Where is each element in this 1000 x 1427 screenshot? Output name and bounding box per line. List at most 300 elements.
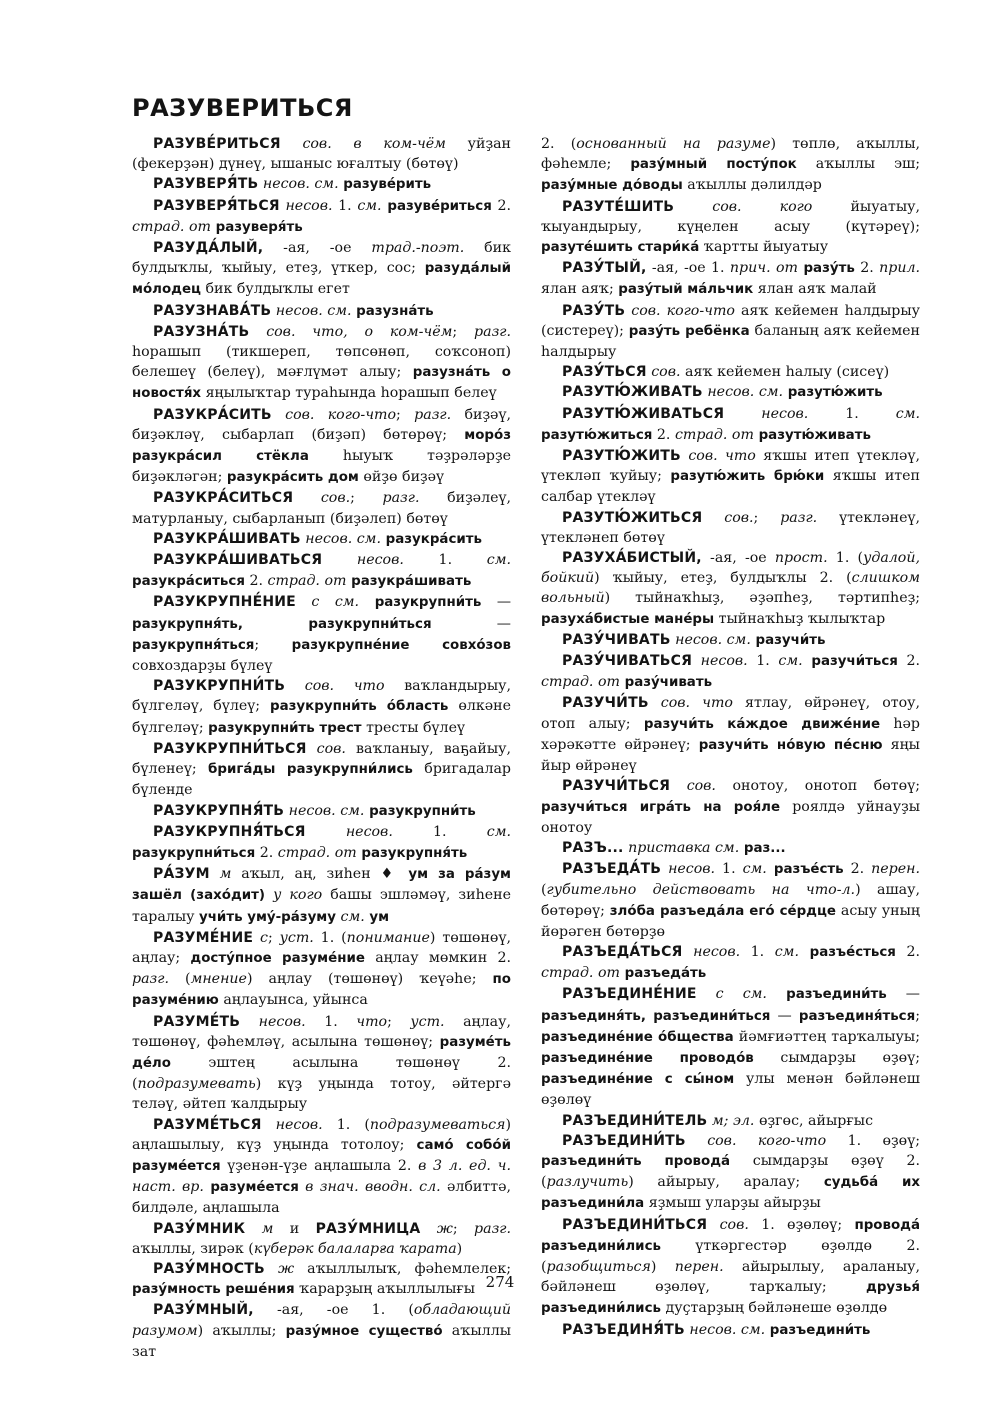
entry-phrase: разутю́жить <box>783 385 883 401</box>
dictionary-entry <box>132 592 511 676</box>
entry-headword: РАЗУТЮ́ЖИВАТЬСЯ <box>562 405 725 422</box>
dictionary-entry <box>541 859 920 942</box>
entry-text: уйҙан (фекерҙән) дүнеү, ышаныс юғалтыу (бөтөү) <box>132 136 511 173</box>
entry-phrase: моро́з разукра́сил стёкла <box>132 427 511 465</box>
entry-text: ) күҙ уңында тотоу, әйтергә теләү, әйтеп ҡалдырыу <box>132 1076 511 1113</box>
entry-headword: РАЗУ́МНИК <box>153 1220 246 1237</box>
entry-text: биҙәү, биҙәкләү, сыбарлап (биҙәп) бөтөрөү; <box>132 406 511 443</box>
entry-text: страд. от <box>277 844 357 861</box>
dictionary-entry <box>541 446 920 508</box>
entry-phrase: разуха́бистые мане́ры <box>541 611 715 627</box>
entry-headword: РАЗУДА́ЛЫЙ, <box>153 240 264 257</box>
entry-headword: РАЗУЗНА́ТЬ <box>153 323 250 340</box>
dictionary-entry <box>541 776 920 838</box>
entry-text: 1. <box>305 1013 357 1030</box>
entry-text: страд. от <box>132 218 211 235</box>
entry-phrase: разу́мный посту́пок <box>630 157 797 173</box>
entry-text: м <box>209 866 232 883</box>
entry-phrase: разукрупни́ться <box>132 845 256 861</box>
dictionary-entry <box>132 550 511 592</box>
entry-text: сов. <box>702 509 754 526</box>
entry-headword: РАЗУ́МНЫЙ, <box>153 1302 254 1319</box>
entry-phrase: ум <box>364 909 390 925</box>
entry-text: несов. <box>661 861 716 878</box>
entry-text: несов. <box>682 943 741 960</box>
dictionary-entry <box>132 529 511 550</box>
entry-phrase: разъединя́ть, разъедини́ться <box>541 1008 771 1024</box>
entry-text: айырылыу, араланыу, бәйләнеш өҙөлөү, тарҡалыу; <box>541 1258 920 1296</box>
entry-text: 1. <box>392 823 487 840</box>
entry-text: слишком вольный <box>541 570 920 607</box>
entry-phrase: разучи́ть но́вую пе́сню <box>698 737 883 753</box>
entry-text: 1. өҙөү; <box>826 1132 920 1149</box>
entry-phrase: разъедини́ть провода́ <box>541 1153 731 1169</box>
entry-text: разг. <box>414 406 452 423</box>
entry-text: ялан аяҡ; <box>541 281 619 298</box>
dictionary-entry <box>132 739 511 801</box>
entry-phrase: разъедине́ние с сы́ном <box>541 1072 735 1088</box>
entry-text: прил. <box>879 260 920 277</box>
entry-phrase: разъедини́ть <box>765 1322 871 1338</box>
entry-text: перен. <box>674 1258 724 1275</box>
entry-headword: РАЗУ́МНОСТЬ <box>153 1260 265 1277</box>
entry-text: бик булдыҡлы, ҡыйыу, етеҙ, үткер, сос; <box>132 240 511 277</box>
entry-phrase: разукрупня́ться <box>132 637 255 653</box>
entry-phrase: разучи́ть <box>750 632 826 648</box>
entry-text: ; <box>267 929 280 946</box>
entry-text: разг. <box>474 1220 511 1237</box>
dictionary-entry <box>541 984 920 1110</box>
entry-text: сов. кого-что <box>271 406 397 423</box>
entry-phrase: разу́ть ребёнка <box>628 323 750 339</box>
entry-headword: РАЗЪ... <box>562 839 624 856</box>
entry-text: разг. <box>382 490 420 507</box>
entry-text: ( <box>168 971 191 988</box>
entry-text: яҡшы итеп үтекләү, үтекләп ҡуйыу; <box>541 448 920 485</box>
entry-text: 1. ( <box>827 550 864 567</box>
entry-text: см. <box>742 861 767 878</box>
dictionary-entry <box>541 548 920 630</box>
entry-text: в 3 л. ед. ч. наст. вр. <box>132 1157 511 1196</box>
entry-text: ) төшөнөү, аңлау; <box>132 929 511 966</box>
dictionary-entry <box>541 693 920 776</box>
entry-headword: РАЗУ́ЧИВАТЬСЯ <box>562 653 693 670</box>
entry-text: ) <box>650 1258 675 1275</box>
entry-headword: РА́ЗУМ <box>153 866 210 883</box>
dictionary-entry <box>132 822 511 864</box>
entry-text: ялан аяҡ малай <box>753 281 877 298</box>
entry-text: ваҡландырыу, бүлгеләү, бүлеү; <box>132 678 511 715</box>
entry-phrase: зло́ба разъеда́ла его́ се́рдце <box>609 903 836 919</box>
entry-text: 1. <box>808 405 896 422</box>
entry-text: яңы йыр өйрәнеү <box>541 736 920 775</box>
entry-text: ) төплө, аҡыллы, фәһемле; <box>541 136 920 173</box>
entry-phrase: друзья́ разъедини́лись <box>541 1280 920 1317</box>
entry-text: в знач. вводн. сл. <box>298 1179 441 1196</box>
entry-text: яҙмыш уларҙы айырҙы <box>644 1195 821 1212</box>
entry-text: ) ҡыйыу, етеҙ, булдыҡлы 2. ( <box>594 570 852 587</box>
dictionary-entry <box>541 134 920 197</box>
entry-headword: РАЗУВЕРЯ́ТЬСЯ <box>153 197 280 214</box>
entry-text: -ая, -ое 1. ( <box>253 1302 414 1319</box>
entry-headword: РАЗУМЕ́ТЬ <box>153 1013 241 1030</box>
entry-text: аңлау, төшөнөү, фәһемләү, асылына төшөнөү; <box>132 1013 511 1050</box>
entry-text: что <box>356 1013 388 1030</box>
entry-headword: РАЗУВЕ́РИТЬСЯ <box>153 136 281 152</box>
entry-text: сымдарҙы өҙөү 2. ( <box>541 1152 920 1191</box>
entry-text: несов. см. <box>684 1321 766 1338</box>
entry-phrase: разукрупни́ть о́бласть <box>270 699 449 715</box>
entry-text: разобщиться <box>546 1258 651 1275</box>
entry-text: обладающий разумом <box>132 1302 511 1339</box>
entry-headword: РАЗУКРУПНИ́ТЬ <box>153 678 286 695</box>
entry-text: дуҫтарҙың бәйләнеше өҙөлдө <box>660 1300 888 1317</box>
entry-text: яҡшы итеп салбар үтекләү <box>541 468 921 506</box>
entry-text: основанный на разуме <box>576 136 771 152</box>
entry-text: сымдарҙы өҙөү; <box>753 1049 920 1066</box>
entry-phrase: разъе́сться <box>798 944 896 960</box>
entry-text: ; <box>387 1013 411 1030</box>
entry-text: — <box>886 986 920 1003</box>
entry-phrase: разуме́ть де́ло <box>132 1034 511 1071</box>
entry-text: аҡыллылыҡ, фәһемлелек; <box>294 1260 511 1277</box>
entry-text: 2. <box>491 197 511 214</box>
entry-text: несов. <box>240 1013 306 1030</box>
entry-text: сов. кого-что <box>625 302 735 319</box>
entry-phrase: само́ собо́й разуме́ется <box>132 1137 511 1174</box>
entry-headword: РАЗУКРУПНЯ́ТЬ <box>153 802 285 819</box>
entry-headword: РАЗУКРУПНЕ́НИЕ <box>153 594 296 611</box>
entry-headword: РАЗУКРУПНЯ́ТЬСЯ <box>153 823 306 840</box>
entry-text: мнение <box>190 971 247 988</box>
entry-text: ; <box>915 1007 920 1024</box>
left-column <box>132 134 511 1362</box>
entry-phrase: разукрупня́ть, разукрупни́ться <box>132 616 432 632</box>
entry-text: йәмғиәттең тарҡалыуы; <box>733 1028 920 1045</box>
entry-text: әлбиттә, билдәле, аңлашыла <box>132 1179 511 1217</box>
entry-text: тресты бүлеү <box>361 719 465 736</box>
dictionary-entry <box>541 630 920 651</box>
dictionary-entry <box>541 838 920 859</box>
entry-text: ) айырыу, аралау; <box>628 1174 824 1191</box>
entry-headword: РАЗЪЕДА́ТЬСЯ <box>562 943 683 960</box>
entry-text: ; <box>350 490 383 507</box>
entry-text: 2. <box>897 653 921 670</box>
entry-headword: РАЗУТЕ́ШИТЬ <box>562 198 675 215</box>
entry-text: м <box>245 1220 274 1237</box>
entry-text: һорашып (тикшереп, төпсөнөп, соҡсоноп) белешеү (белеү), мәғлүмәт алыу; <box>132 344 511 381</box>
entry-text: несов. см. <box>670 631 751 648</box>
dictionary-entry <box>132 134 511 174</box>
entry-phrase: разутю́жить брю́ки <box>670 469 825 485</box>
dictionary-entry <box>132 1012 511 1115</box>
entry-headword: РАЗУЧИ́ТЬСЯ <box>562 778 671 795</box>
entry-text: сов. что, о ком-чём <box>249 323 453 340</box>
dictionary-entry <box>132 1115 511 1219</box>
entry-phrase: разу́ть <box>797 261 855 277</box>
entry-headword: РАЗУКРА́ШИВАТЬ <box>153 530 301 547</box>
entry-text: ( <box>541 882 547 899</box>
entry-text: үҙенән-үҙе аңлашыла 2. <box>220 1157 419 1174</box>
entry-phrase: разукра́сить <box>380 531 483 547</box>
entry-headword: РАЗУЧИ́ТЬ <box>562 695 649 712</box>
entry-text: сов. что <box>648 695 733 712</box>
entry-text: биҙәлеү, матурланыу, сыбарланып (биҙәлеп) бөтөү <box>132 490 512 527</box>
entry-text: ҡарарҙың аҡыллылығы <box>294 1281 476 1298</box>
entry-text: 1. ( <box>313 929 347 946</box>
entry-phrase: разутю́живать <box>753 427 871 443</box>
entry-text: ятлау, өйрәнеү, отоу, отоп алыу; <box>541 695 920 732</box>
entry-text: сов. <box>707 1216 749 1233</box>
entry-text: сов. <box>293 490 351 507</box>
dictionary-entry <box>541 1131 920 1215</box>
entry-text: ж <box>420 1220 453 1237</box>
entry-text: бик булдыҡлы егет <box>200 281 350 298</box>
entry-text: губительно действовать на что-л. <box>546 882 856 899</box>
entry-text: 1. <box>403 552 487 569</box>
dictionary-entry <box>132 405 511 489</box>
entry-text: аҡыллы дәлилдәр <box>682 177 822 194</box>
entry-text: см. <box>778 653 803 670</box>
entry-text: 2. ( <box>541 136 577 152</box>
dictionary-entry <box>132 301 511 322</box>
dictionary-entry <box>541 362 920 382</box>
entry-text: аңлауынса, уйынса <box>218 992 368 1009</box>
entry-text: ваҡланыу, ваҕайыу, бүленеү; <box>132 740 511 778</box>
entry-text: сов. кого-что <box>685 1132 827 1149</box>
dictionary-entry <box>541 1215 920 1320</box>
entry-text: тыйнаҡһыҙ ҡылыҡтар <box>714 610 886 627</box>
entry-text: өҙгөс, айырғыс <box>754 1112 874 1129</box>
entry-text: ж <box>264 1260 295 1277</box>
entry-text: 1. <box>740 943 775 960</box>
entry-phrase: разуме́ется <box>203 1180 299 1196</box>
entry-text: страд. от <box>267 573 347 590</box>
dictionary-entry <box>132 801 511 822</box>
entry-text: аҡыллы эш; <box>796 156 920 173</box>
entry-phrase: разучи́ть ка́ждое движе́ние <box>643 716 881 732</box>
entry-text: несов. см. <box>284 802 365 819</box>
entry-phrase: брига́ды разукрупни́лись <box>208 762 413 778</box>
entry-phrase: разукра́сить дом <box>226 470 359 486</box>
dictionary-entry <box>132 864 511 928</box>
dictionary-entry <box>132 488 511 528</box>
entry-text: прич. от <box>729 260 798 277</box>
dictionary-entry <box>132 322 511 405</box>
entry-phrase: разъедини́ть <box>766 987 887 1003</box>
entry-text: 1. <box>747 653 779 670</box>
entry-text: — <box>770 1007 799 1024</box>
entry-text: 2. <box>255 844 278 861</box>
entry-text: — <box>481 594 512 611</box>
entry-text: ; <box>452 1220 475 1237</box>
entry-phrase: разузна́ть о новостя́х <box>132 365 511 402</box>
entry-phrase: разуве́риться <box>381 198 492 214</box>
entry-text: см. <box>357 197 382 214</box>
entry-text: аяҡ кейемен һалдырыу (систереү); <box>541 302 920 339</box>
entry-text: һәр хәрәкәтте өйрәнеү; <box>541 715 920 753</box>
entry-text: күберәк балаларға ҡарата <box>253 1240 457 1257</box>
entry-phrase: по разуме́нию <box>132 972 511 1009</box>
entry-text: 2. <box>843 861 872 878</box>
entry-headword: РАЗУВЕРЯ́ТЬ <box>153 176 259 193</box>
entry-text: ; <box>753 509 781 526</box>
entry-text: несов. см. <box>258 176 339 193</box>
dictionary-entry <box>132 1300 511 1362</box>
entry-phrase: ум за ра́зум зашёл (захо́дит) <box>132 867 511 904</box>
entry-headword: РАЗУ́МНИЦА <box>315 1220 421 1237</box>
entry-text: ) тыйнаҡһыҙ, әҙәпһеҙ, тәртипһеҙ; <box>604 590 920 607</box>
entry-text: 1. өҙөлөү; <box>748 1216 855 1233</box>
entry-text: приставка см. <box>623 839 740 856</box>
entry-text: несов. <box>322 552 404 569</box>
entry-text: 1. <box>332 197 358 214</box>
entry-text: улы менән бәйләнеш өҙөлөү <box>541 1071 920 1109</box>
entry-phrase: провода́ разъедини́лись <box>541 1217 920 1254</box>
entry-phrase: разъедине́ние проводо́в <box>541 1050 754 1066</box>
entry-text: бригадалар бүленде <box>132 761 512 799</box>
entry-text: несов. <box>305 823 393 840</box>
entry-phrase: разъеда́ть <box>619 966 707 982</box>
entry-headword: РАЗУТЮ́ЖИТЬ <box>562 448 681 465</box>
dictionary-entry <box>132 238 511 301</box>
entry-text: сов. в ком-чём <box>280 136 446 152</box>
entry-phrase: разуве́рить <box>338 177 432 193</box>
entry-text: сов. <box>306 740 346 757</box>
entry-text: йыуатыу, ҡыуандырыу, күңелен асыу (күтәреү); <box>541 198 921 235</box>
entry-text: 2. <box>854 260 880 277</box>
entry-text: онотоу, онотоп бөтөү; <box>715 778 920 795</box>
dictionary-entry <box>541 301 920 363</box>
entry-phrase: досту́пное разуме́ние <box>190 950 365 966</box>
entry-headword: РАЗЪЕДА́ТЬ <box>562 861 662 878</box>
entry-phrase: разучи́ться <box>802 654 898 670</box>
entry-text: ) аңлашылыу, күҙ уңында тотолоу; <box>132 1116 511 1153</box>
entry-text: разг. <box>132 971 169 988</box>
entry-headword: РАЗЪЕДИНИ́ТЕЛЬ <box>562 1112 708 1129</box>
entry-text: страд. от <box>541 674 620 691</box>
entry-text: 1. ( <box>322 1116 370 1133</box>
entry-text: с <box>253 929 268 946</box>
dictionary-entry <box>541 258 920 300</box>
entry-text: несов. <box>692 653 748 670</box>
entry-headword: РАЗЪЕДИНЕ́НИЕ <box>562 986 697 1003</box>
entry-headword: РАЗУ́ЧИВАТЬ <box>562 631 671 648</box>
entry-phrase: разукрупни́ть трест <box>208 720 362 736</box>
entry-text: ) <box>456 1240 463 1257</box>
dictionary-entry <box>132 676 511 739</box>
entry-phrase: разукрупни́ть <box>364 803 476 819</box>
entry-text: аҡыллы зат <box>132 1322 512 1360</box>
entry-text: 2. <box>652 426 675 443</box>
entry-headword: РАЗЪЕДИНЯ́ТЬ <box>562 1321 685 1338</box>
entry-text: аҡыллы, зирәк ( <box>132 1240 254 1257</box>
dictionary-entry <box>541 1111 920 1131</box>
entry-phrase: учи́ть уму́-ра́зуму <box>199 909 336 925</box>
entry-text: несов. <box>261 1116 323 1133</box>
entry-text: уст. <box>279 929 314 946</box>
entry-phrase: разъедине́ние о́бщества <box>541 1029 734 1045</box>
entry-text: см. <box>486 552 511 569</box>
entry-text: несов. <box>724 405 809 422</box>
entry-text: үткәргестәр өҙөлдө 2. ( <box>541 1237 920 1275</box>
entry-headword: РАЗУМЕ́ТЬСЯ <box>153 1116 262 1133</box>
entry-text: см. <box>486 823 511 840</box>
entry-phrase: разузна́ть <box>351 303 434 319</box>
entry-text: аҡыл, аң, зиһен ♦ <box>231 866 409 883</box>
page-number: 274 <box>485 1273 515 1291</box>
entry-phrase: разукра́ситься <box>132 574 245 590</box>
entry-phrase: разучи́ться игра́ть на роя́ле <box>541 799 781 815</box>
entry-text: с см. <box>696 986 767 1003</box>
entry-headword: РАЗУ́ТЬСЯ <box>562 364 647 381</box>
entry-text: өйҙө биҙәү <box>358 469 445 486</box>
entry-phrase: разу́мность реше́ния <box>132 1282 295 1298</box>
dictionary-entry <box>541 942 920 984</box>
entry-text: подразумевать <box>137 1076 256 1093</box>
entry-phrase: разукрупня́ть <box>356 845 468 861</box>
entry-text: үтекләнеү, үтекләнеп бөтөү <box>541 509 920 546</box>
entry-text: өлкәне бүлгеләү; <box>132 698 511 736</box>
entry-phrase: разукра́шивать <box>346 574 472 590</box>
entry-text: 2. <box>244 573 268 590</box>
entry-phrase: судьба́ их разъедини́ла <box>541 1175 920 1212</box>
entry-text: несов. см. <box>702 384 784 401</box>
entry-phrase: раз... <box>739 840 786 856</box>
dictionary-entry <box>541 508 920 548</box>
entry-phrase: разукрупне́ние совхо́зов <box>291 637 511 653</box>
entry-text: несов. <box>279 197 333 214</box>
entry-text: с см. <box>295 594 360 611</box>
entry-phrase: разуте́шить стари́ка́ <box>541 240 700 256</box>
entry-headword: РАЗУКРА́ШИВАТЬСЯ <box>153 552 323 569</box>
entry-text: и <box>273 1220 316 1237</box>
dictionary-entry <box>541 651 920 693</box>
entry-text: разг. <box>474 323 511 340</box>
entry-text: баланың аяҡ кейемен һалдырыу <box>541 322 921 361</box>
entry-text: см. <box>335 908 365 925</box>
entry-text: эштең асылына төшөнөү 2. ( <box>132 1054 511 1093</box>
entry-text: трад.-поэт. <box>371 240 465 257</box>
entry-text: ) аңлау (төшөнөү) ҡеүәһе; <box>246 971 493 988</box>
entry-phrase: разуверя́ть <box>210 219 303 235</box>
entry-phrase: разукрупни́ть <box>359 595 482 611</box>
dictionary-entry <box>132 928 511 1012</box>
entry-text: сов. <box>646 364 681 381</box>
dictionary-entry <box>132 196 511 238</box>
entry-headword: РАЗУКРА́СИТЬСЯ <box>153 490 294 507</box>
entry-text: -ая, -ое 1. <box>646 260 730 277</box>
entry-headword: РАЗУЗНАВА́ТЬ <box>153 302 272 319</box>
dictionary-entry <box>541 1320 920 1341</box>
entry-text: ҡартты йыуатыу <box>699 239 829 256</box>
dictionary-entry <box>132 1219 511 1259</box>
entry-text: разг. <box>780 509 818 526</box>
entry-headword: РАЗУКРА́СИТЬ <box>153 406 272 423</box>
entry-text: ; <box>452 323 475 340</box>
entry-phrase: разу́тый ма́льчик <box>618 282 754 298</box>
entry-phrase: разу́чивать <box>619 675 713 691</box>
entry-text: понимание <box>346 929 430 946</box>
entry-headword: РАЗУМЕ́НИЕ <box>153 929 254 946</box>
entry-text: разлучить <box>546 1174 629 1191</box>
entry-phrase: разъе́сть <box>766 862 844 878</box>
entry-headword: РАЗУТЮ́ЖИВАТЬ <box>562 384 703 401</box>
entry-text: 1. <box>715 861 743 878</box>
entry-text: ; <box>396 406 415 423</box>
entry-text: сов. что <box>285 678 385 695</box>
entry-text: сов. что <box>680 448 756 465</box>
